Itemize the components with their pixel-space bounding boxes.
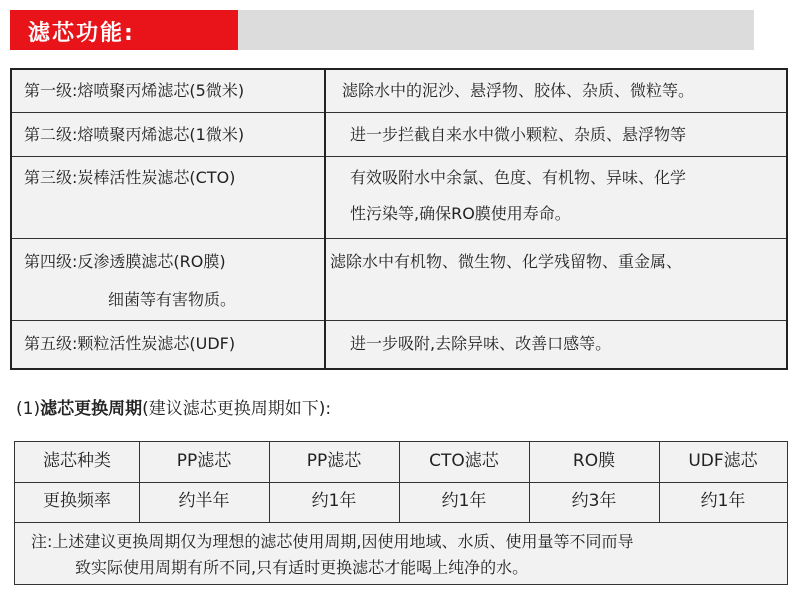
title-red-block (10, 10, 238, 50)
table-row (12, 320, 786, 368)
row-label-frequency: 更换频率 (43, 491, 111, 511)
filter-desc: 滤除水中的泥沙、悬浮物、胶体、杂质、微粒等。 (342, 81, 695, 100)
filter-level: 第二级:熔喷聚丙烯滤芯(1微米) (24, 125, 245, 144)
table-row (12, 156, 786, 239)
row-divider (15, 522, 787, 523)
frequency-cell: 约3年 (571, 491, 617, 511)
filter-level: 第五级:颗粒活性炭滤芯(UDF) (24, 334, 236, 353)
heading-bold: 滤芯更换周期 (40, 399, 143, 419)
filter-type-cell: CTO滤芯 (429, 451, 499, 471)
column-divider (324, 70, 326, 368)
filter-desc-continued: 细菌等有害物质。 (108, 290, 237, 309)
title-bar (10, 10, 754, 50)
heading-rest: (建议滤芯更换周期如下): (142, 399, 332, 419)
filter-desc: 进一步吸附,去除异味、改善口感等。 (350, 334, 612, 353)
replacement-cycle-heading (16, 394, 331, 419)
heading-number: (1) (16, 399, 41, 419)
filter-desc: 滤除水中有机物、微生物、化学残留物、重金属、 (330, 252, 683, 271)
frequency-cell: 约1年 (700, 491, 746, 511)
filter-level: 第一级:熔喷聚丙烯滤芯(5微米) (24, 81, 245, 100)
filter-desc: 有效吸附水中余氯、色度、有机物、异味、化学 (350, 168, 687, 187)
note-line: 注:上述建议更换周期仅为理想的滤芯使用周期,因使用地域、水质、使用量等不同而导 (31, 532, 634, 551)
filter-desc-continued: 性污染等,确保RO膜使用寿命。 (350, 204, 571, 223)
frequency-cell: 约1年 (311, 491, 357, 511)
row-label-type: 滤芯种类 (43, 451, 111, 471)
filter-type-cell: PP滤芯 (176, 451, 232, 471)
table-row (12, 112, 786, 157)
replacement-schedule-table (14, 441, 788, 585)
filter-level: 第四级:反渗透膜滤芯(RO膜) (24, 252, 226, 271)
frequency-cell: 约半年 (178, 491, 230, 511)
filter-level: 第三级:炭棒活性炭滤芯(CTO) (24, 168, 236, 187)
filter-desc: 进一步拦截自来水中微小颗粒、杂质、悬浮物等 (350, 125, 687, 144)
frequency-cell: 约1年 (441, 491, 487, 511)
table-row (12, 238, 786, 321)
note-line: 致实际使用周期有所不同,只有适时更换滤芯才能喝上纯净的水。 (75, 558, 529, 577)
page-title: 滤芯功能: (28, 21, 135, 46)
filter-type-cell: PP滤芯 (306, 451, 362, 471)
filter-function-table (10, 68, 788, 370)
filter-type-cell: UDF滤芯 (688, 451, 758, 471)
filter-type-cell: RO膜 (572, 451, 616, 471)
table-row (12, 70, 786, 112)
